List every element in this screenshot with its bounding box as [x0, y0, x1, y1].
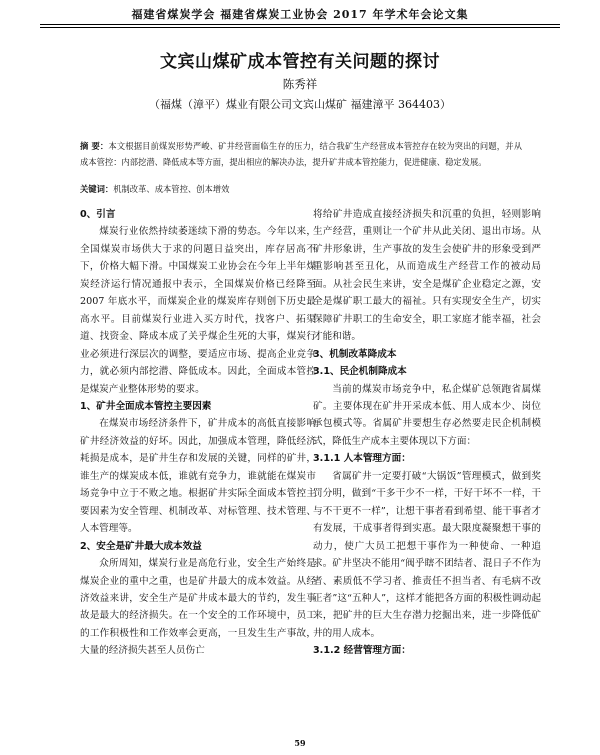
- article-title: 文宾山煤矿成本管控有关问题的探讨: [160, 52, 440, 72]
- paragraph-section-3-1: 当前的煤炭市场竞争中，私企煤矿总领跑省属煤矿。主要体现在矿井开采成本低、用人成本少、岗位承包模式等。省属矿井要想生存必然要走民企机制模式，降低生产成本主要体现以下方面：: [313, 383, 541, 447]
- running-head: 福建省煤炭学会 福建省煤炭工业协会 2017 年学术年会论文集: [131, 8, 469, 21]
- page-number: 59: [294, 738, 306, 748]
- article-author: 陈秀祥: [282, 77, 318, 91]
- left-column: [80, 206, 316, 660]
- paragraph-section-1: 在煤炭市场经济条件下，矿井成本的高低直接影响矿井经济效益的好坏。因此，加强成本管理，降低经济耗损是成本，是矿井生存和发展的关键，同样的矿井，谁生产的煤炭成本低，谁就有竞争力，谁就能在煤炭市场竞争中立于不败之地。根据矿井实际全面成本管控主要因素为安全管理、机制改革、对标管理、技术管理、人本管理等。: [80, 418, 316, 535]
- abstract-text: 本文根据目前煤炭形势严峻、矿井经营面临生存的压力，结合我矿生产经营成本管控存在较为突出的问题，并从成本管控：内部挖潜、降低成本等方面，提出相应的解决办法，提升矿井成本管控能力，促进健康、稳定发展。: [80, 141, 522, 167]
- article-affiliation: （福煤（漳平）煤业有限公司文宾山煤矿 福建漳平 364403）: [149, 98, 451, 111]
- keywords: [80, 182, 522, 196]
- keywords-text: 机制改革、成本管控、创本增效: [113, 184, 230, 194]
- section-heading-1: 1、矿井全面成本管控主要因素: [80, 400, 212, 412]
- section-heading-3-1: 3.1、民企机制降成本: [313, 366, 407, 378]
- section-heading-3-1-2: 3.1.2 经营管理方面：: [313, 645, 411, 657]
- section-heading-3-1-1: 3.1.1 人本管理方面：: [313, 453, 411, 465]
- paragraph-continued: 将给矿井造成直接经济损失和沉重的负担，轻则影响生产经营，重则让一个矿井从此关闭、退出市场。从矿井形象讲，生产事故的发生会使矿井的形象受到严重影响甚至丑化，从而造成生产经营工作的被动局面。从社会民生来讲，安全是煤矿企业稳定之源，安全是煤矿职工最大的福祉。只有实现安全生产，切实保障矿井职工的生命安全，职工家庭才能幸福，社会才能和谐。: [313, 209, 541, 343]
- paragraph-section-3-1-1: 省属矿井一定要打破“大锅饭”管理模式，做到奖罚分明，做到“干多干少不一样，干好干坏不一样，干与不干更不一样”，让想干事者看到希望、能干事者才有发展，干成事者得到实惠。最大限度凝聚想干事的动力，使广大员工把想干事作为一种使命、一种追求。矿井坚决不能用“阀乎瞎不团结者、混日子不作为者、素质低不学习者、推责任不担当者、有毛病不改正者”这“五种人”，这样才能把各方面的积极性调动起来，把矿井的巨大生存潜力挖掘出来，进一步降低矿井的用人成本。: [313, 470, 541, 639]
- header-rule: [40, 24, 560, 25]
- paragraph-intro: 煤炭行业依然持续萎迷续下滑的势态。今年以来，全国煤炭市场供大于求的问题日益突出，库存居高不下，价格大幅下滑。中国煤炭工业协会在今年上半年煤炭经济运行情况通报中表示，全国煤炭价格已经降至2007 年底水平，而煤炭企业的煤炭库存则创下历史最高水平。目前煤炭行业进入买方时代，找客户、拓渠道、找资金、降成本成了关乎煤企生死的大事，煤炭行业必须进行深层次的调整，要适应市场、提高企业竞争力，就必须内部挖潜、降低成本。因此，全面成本管控是煤炭产业整体形势的要求。: [80, 226, 316, 395]
- paragraph-section-2: 众所周知，煤炭行业是高危行业，安全生产始终是煤炭企业的重中之重，也是矿井最大的成本效益。从经济效益来讲，安全生产是矿井成本最大的节约，发生事故是最大的经济损失。在一个安全的工作环境中，员工的工作积极性和工作效率会更高，一旦发生生产事故，大量的经济损失甚至人员伤亡: [80, 558, 316, 657]
- section-heading-3: 3、机制改革降成本: [313, 348, 397, 360]
- header-rule-thin: [40, 27, 560, 28]
- abstract-label: 摘 要：: [80, 141, 109, 151]
- section-heading-intro: 0、引言: [80, 209, 116, 220]
- keywords-label: 关键词：: [80, 184, 114, 194]
- abstract: [80, 138, 522, 170]
- right-column: [313, 206, 541, 660]
- section-heading-2: 2、安全是矿井最大成本效益: [80, 540, 202, 552]
